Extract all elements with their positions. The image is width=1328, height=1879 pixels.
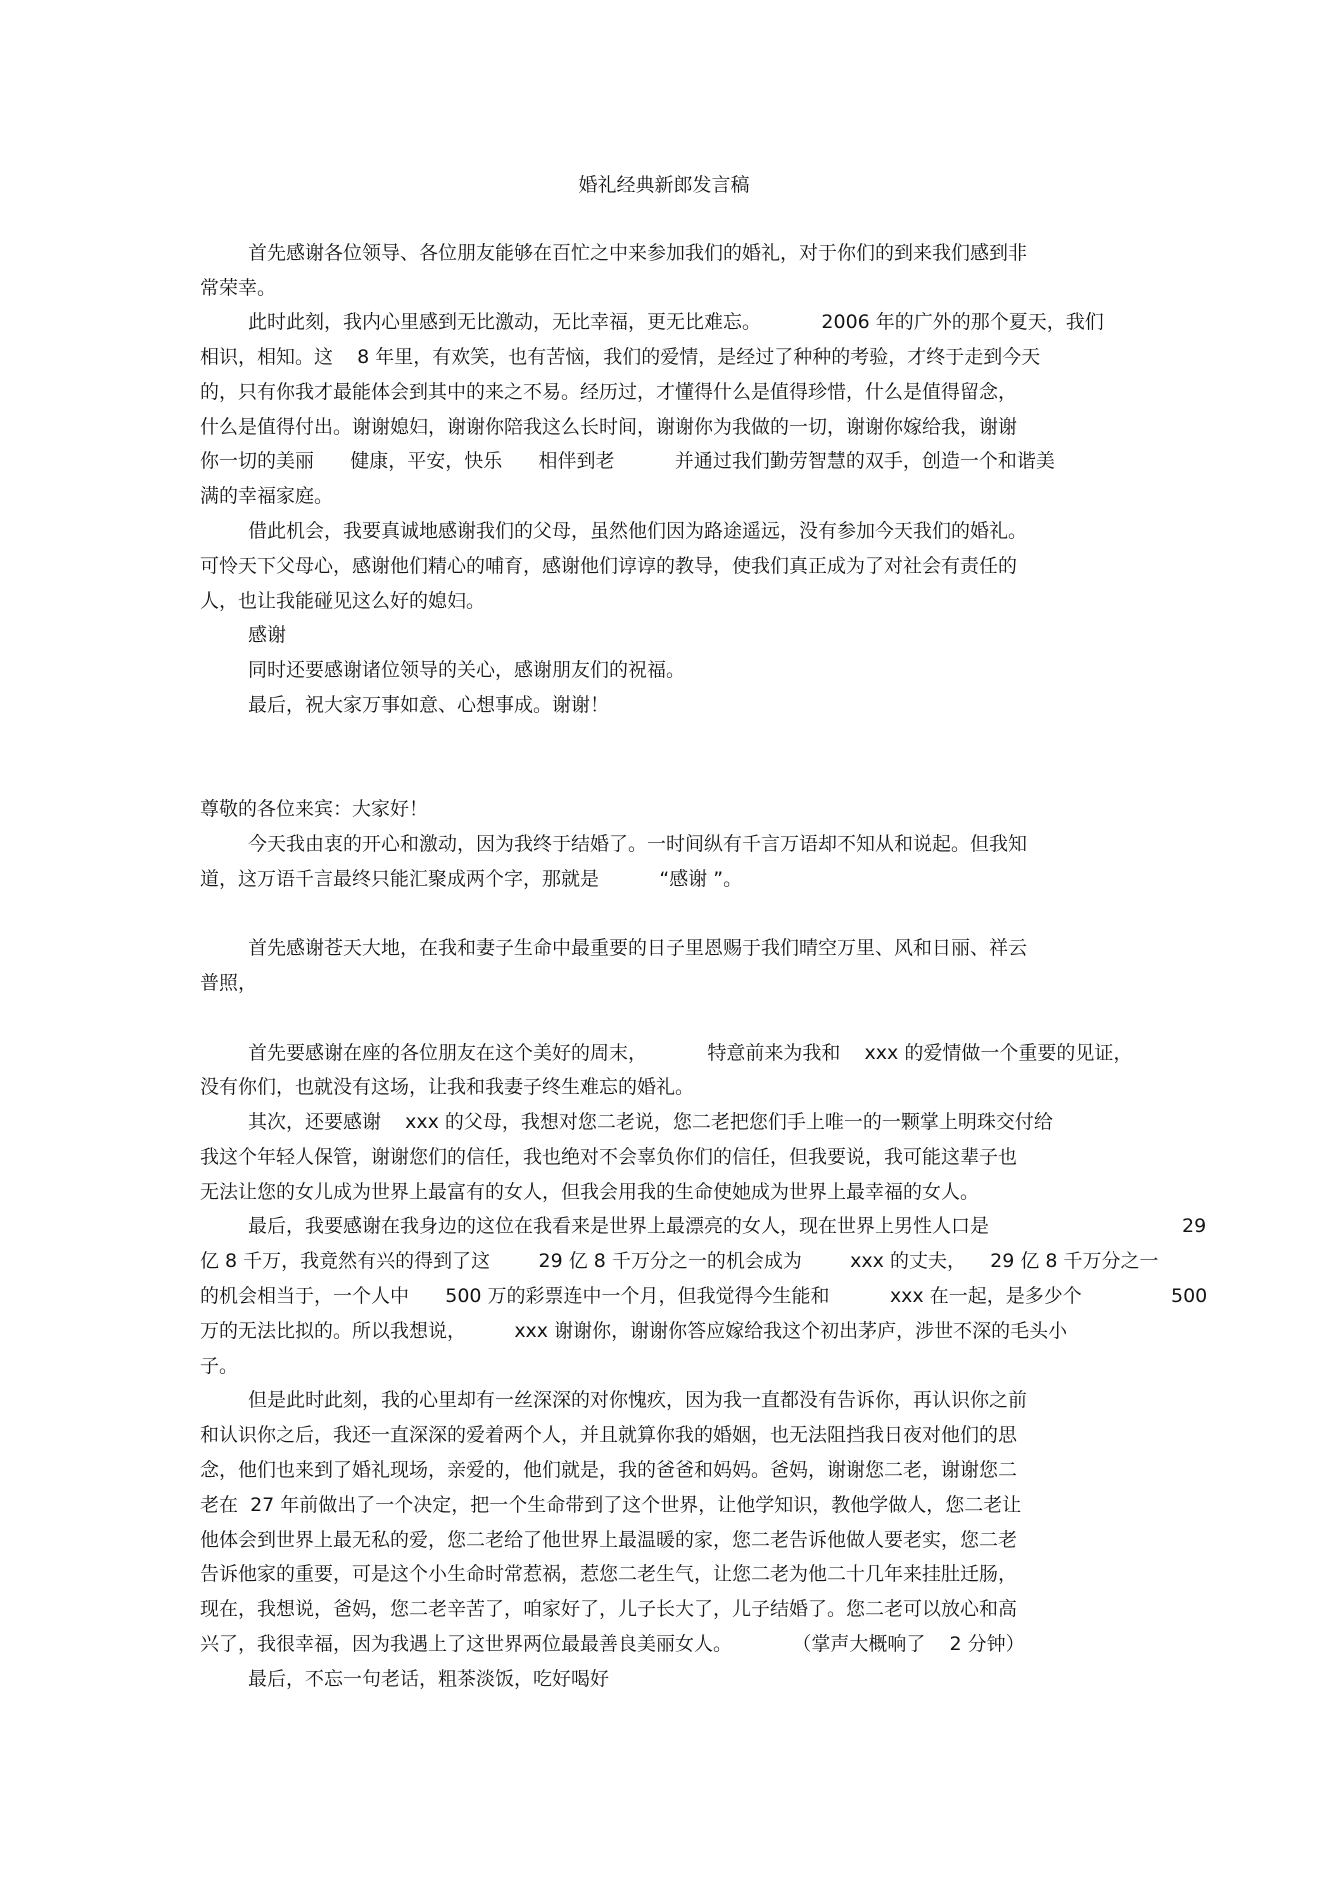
speech1-p1-line1: 首先感谢各位领导、各位朋友能够在百忙之中来参加我们的婚礼，对于你们的到来我们感到非: [248, 242, 1028, 264]
speech1-p4: 感谢: [248, 624, 287, 646]
speech2-p5-number-29: 29: [1182, 1215, 1207, 1237]
speech2-p6-line2: 和认识你之后，我还一直深深的爱着两个人，并且就算你我的婚姻，也无法阻挡我日夜对他们的思: [200, 1424, 1018, 1446]
speech2-p5-line3: 的机会相当于，一个人中 500 万的彩票连中一个月，但我觉得今生能和 xxx 在一起，是多少个: [200, 1285, 1082, 1307]
speech1-p2-line3: 的，只有你我才最能体会到其中的来之不易。经历过，才懂得什么是值得珍惜，什么是值得留念，: [200, 381, 1018, 403]
speech2-p2-line1: 首先感谢苍天大地，在我和妻子生命中最重要的日子里恩赐于我们晴空万里、风和日丽、祥云: [248, 937, 1028, 959]
speech2-p5-line1: 最后，我要感谢在我身边的这位在我看来是世界上最漂亮的女人，现在世界上男性人口是: [248, 1215, 990, 1237]
speech2-p6-line6: 告诉他家的重要，可是这个小生命时常惹祸，惹您二老生气，让您二老为他二十几年来挂肚迁肠，: [200, 1563, 1018, 1585]
speech2-p3-line1: 首先要感谢在座的各位朋友在这个美好的周末， 特意前来为我和 xxx 的爱情做一个重要的见证，: [248, 1042, 1133, 1064]
speech1-p3-line1: 借此机会，我要真诚地感谢我们的父母，虽然他们因为路途遥远，没有参加今天我们的婚礼。: [248, 520, 1028, 542]
speech1-p2-line2: 相识，相知。这 8 年里，有欢笑，也有苦恼，我们的爱情，是经过了种种的考验，才终于走到今天: [200, 346, 1041, 368]
speech1-p5: 同时还要感谢诸位领导的关心，感谢朋友们的祝福。: [248, 659, 686, 681]
speech2-p6-line8: 兴了，我很幸福，因为我遇上了这世界两位最最善良美丽女人。 （掌声大概响了 2 分钟）: [200, 1633, 1025, 1655]
speech1-p3-line2: 可怜天下父母心，感谢他们精心的哺育，感谢他们谆谆的教导，使我们真正成为了对社会有责任的: [200, 555, 1018, 577]
speech1-p2-line4: 什么是值得付出。谢谢媳妇，谢谢你陪我这么长时间，谢谢你为我做的一切，谢谢你嫁给我，谢谢: [200, 416, 1018, 438]
speech1-p2-line6: 满的幸福家庭。: [200, 485, 334, 507]
speech2-p6-line1: 但是此时此刻，我的心里却有一丝深深的对你愧疚，因为我一直都没有告诉你，再认识你之前: [248, 1389, 1028, 1411]
speech2-p1-line2: 道，这万语千言最终只能汇聚成两个字，那就是 “感谢 ”。: [200, 868, 743, 890]
speech1-p6: 最后，祝大家万事如意、心想事成。谢谢！: [248, 694, 610, 716]
speech2-p5-line4: 万的无法比拟的。所以我想说， xxx 谢谢你，谢谢你答应嫁给我这个初出茅庐，涉世不深的毛头小: [200, 1320, 1068, 1342]
document-title: 婚礼经典新郎发言稿: [578, 174, 750, 196]
speech2-greeting: 尊敬的各位来宾：大家好！: [200, 798, 429, 820]
speech1-p3-line3: 人，也让我能碰见这么好的媳妇。: [200, 590, 486, 612]
speech2-p6-line5: 他体会到世界上最无私的爱，您二老给了他世界上最温暖的家，您二老告诉他做人要老实，您二老: [200, 1529, 1018, 1551]
speech2-p5-line5: 子。: [200, 1355, 239, 1377]
speech1-p2-line1: 此时此刻，我内心里感到无比激动，无比幸福，更无比难忘。 2006 年的广外的那个夏天，我们: [248, 311, 1104, 333]
speech2-p7: 最后，不忘一句老话，粗茶淡饭，吃好喝好: [248, 1668, 610, 1690]
speech2-p6-line7: 现在，我想说，爸妈，您二老辛苦了，咱家好了，儿子长大了，儿子结婚了。您二老可以放心和高: [200, 1598, 1018, 1620]
speech2-p2-line2: 普照，: [200, 972, 258, 994]
speech2-p5-number-500: 500: [1171, 1285, 1208, 1307]
speech2-p1-line1: 今天我由衷的开心和激动，因为我终于结婚了。一时间纵有千言万语却不知从和说起。但我知: [248, 833, 1028, 855]
speech1-p1-line2: 常荣幸。: [200, 277, 277, 299]
speech2-p4-line2: 我这个年轻人保管，谢谢您们的信任，我也绝对不会辜负你们的信任，但我要说，我可能这辈子也: [200, 1146, 1018, 1168]
speech2-p6-line3: 念，他们也来到了婚礼现场，亲爱的，他们就是，我的爸爸和妈妈。爸妈，谢谢您二老，谢谢您二: [200, 1459, 1018, 1481]
speech2-p6-line4: 老在 27 年前做出了一个决定，把一个生命带到了这个世界，让他学知识，教他学做人，您二老让: [200, 1494, 1022, 1516]
speech2-p5-line2: 亿 8 千万，我竟然有兴的得到了这 29 亿 8 千万分之一的机会成为 xxx 的丈夫， 29 亿 8 千万分之一: [200, 1250, 1159, 1272]
speech1-p2-line5: 你一切的美丽 健康，平安，快乐 相伴到老 并通过我们勤劳智慧的双手，创造一个和谐美: [200, 450, 1055, 472]
speech2-p3-line2: 没有你们，也就没有这场，让我和我妻子终生难忘的婚礼。: [200, 1076, 695, 1098]
speech2-p4-line1: 其次，还要感谢 xxx 的父母，我想对您二老说，您二老把您们手上唯一的一颗掌上明珠交付给: [248, 1111, 1053, 1133]
speech2-p4-line3: 无法让您的女儿成为世界上最富有的女人，但我会用我的生命使她成为世界上最幸福的女人。: [200, 1181, 980, 1203]
